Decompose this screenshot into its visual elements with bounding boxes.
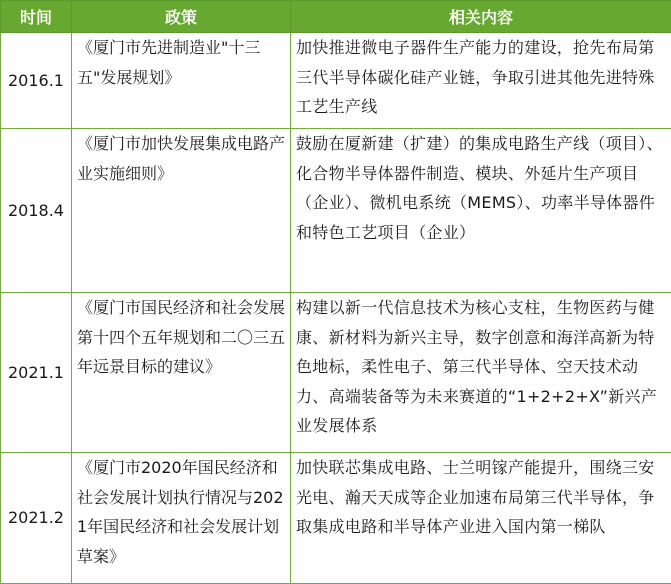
policy-cell: 《厦门市国民经济和社会发展第十四个五年规划和二〇三五年远景目标的建议》 [72, 293, 291, 453]
content-cell: 鼓励在厦新建（扩建）的集成电路生产线（项目）、化合物半导体器件制造、模块、外延片生产项目（企业）、微机电系统（MEMS）、功率半导体器件和特色工艺项目（企业） [291, 129, 671, 293]
policy-cell: 《厦门市2020年国民经济和社会发展计划执行情况与2021年国民经济和社会发展计划草案》 [72, 453, 291, 584]
table-row [1, 33, 671, 129]
content-cell: 加快推进微电子器件生产能力的建设，抢先布局第三代半导体碳化硅产业链，争取引进其他先进特殊工艺生产线 [291, 33, 671, 129]
content-cell: 构建以新一代信息技术为核心支柱，生物医药与健康、新材料为新兴主导，数字创意和海洋高新为特色地标，柔性电子、第三代半导体、空天技术动力、高端装备等为未来赛道的“1+2+2+X”新兴产业发展体系 [291, 293, 671, 453]
table-row [1, 293, 671, 453]
time-cell: 2016.1 [1, 33, 72, 129]
table-row [1, 453, 671, 584]
header-time: 时间 [1, 1, 72, 33]
table-header [1, 1, 671, 33]
policy-cell: 《厦门市先进制造业"十三五"发展规划》 [72, 33, 291, 129]
time-cell: 2018.4 [1, 129, 72, 293]
table-row [1, 129, 671, 293]
table-body [1, 33, 671, 584]
header-row [1, 1, 671, 33]
policy-cell: 《厦门市加快发展集成电路产业实施细则》 [72, 129, 291, 293]
content-cell: 加快联芯集成电路、士兰明镓产能提升，围绕三安光电、瀚天天成等企业加速布局第三代半导体，争取集成电路和半导体产业进入国内第一梯队 [291, 453, 671, 584]
header-policy: 政策 [72, 1, 291, 33]
time-cell: 2021.2 [1, 453, 72, 584]
header-content: 相关内容 [291, 1, 671, 33]
time-cell: 2021.1 [1, 293, 72, 453]
